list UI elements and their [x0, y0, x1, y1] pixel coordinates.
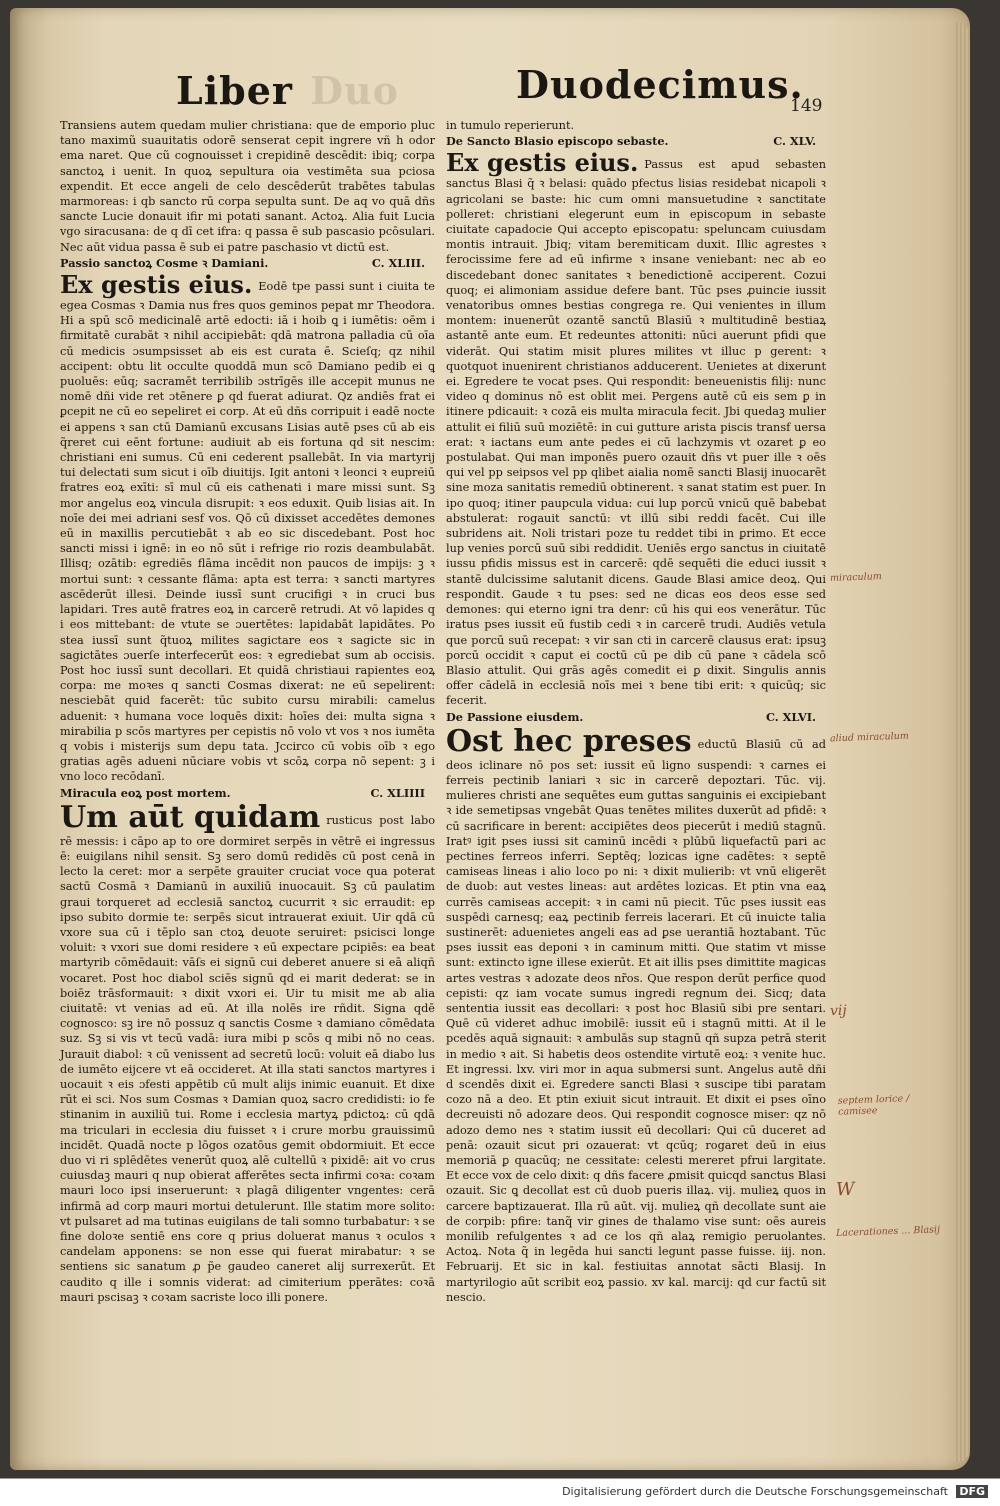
chapter-number: C. XLIII.: [371, 255, 425, 270]
paragraph: [60, 799, 435, 1305]
rubric: [60, 256, 435, 271]
text-column-left: [60, 118, 435, 1305]
rubric: [446, 134, 826, 149]
marginal-note: septem lorice / camisee: [837, 1093, 910, 1118]
initial-heading: Um aūt quidam: [60, 799, 321, 835]
rubric-title: Miracula eoꝝ post mortem.: [60, 785, 231, 800]
initial-heading: Ex gestis eius.: [446, 148, 639, 178]
page-edge: [954, 22, 970, 1462]
paragraph: [446, 150, 826, 708]
running-head-left-ghost: Duo: [310, 68, 399, 113]
running-head-right: Duodecimus.: [516, 62, 804, 107]
chapter-number: C. XLVI.: [765, 709, 816, 724]
initial-heading: Ost hec preses: [446, 723, 692, 759]
marginal-note: miraculum: [829, 571, 883, 584]
folio-number: 149: [790, 96, 823, 116]
paragraph: [60, 272, 435, 785]
marginal-note: Lacerationes ... Blasij: [835, 1224, 941, 1239]
paragraph: Transiens autem quedam mulier christiana: que de emporio pluc tano maximũ suauitatis odorē senserat cepit ingrere vñ h odor ema naret. Que cũ cognouisset i crepidinē descēdit: ibiq; corpa sanctoꝝ i uenit. In quoꝝ sepultura oia vestimēta sua pciosa expendit. Et ecce angeli de celo descēderūt trabētes tabulas marmoreas: i qb sancto rū corpa sepulta sunt. De aq vo quā dñs sancte Lucie donauit ifir mi potati sanant. Actoꝝ. Alia fuit Lucia vgo siracusana: de q dī cet ifra: q passa ē sub pascasio pcōsulari. Nec aūt vidua passa ē sub ei patre paschasio vt dictū est.: [60, 119, 435, 254]
paragraph: [446, 723, 826, 1305]
marginal-note: W: [835, 1178, 855, 1201]
paragraph-text: eductū Blasiū cū ad deos iclinare nō pos set: iussit eū ligno suspendi: ꝛ carnes ei ferreis pectinib laniari ꝛ sic in carcerē depoztari. Tūc. vij. mulieres christi ane sequētes eum guttas sanguinis ei excipiebant ꝛ ide semetipsas vngebāt Quas tenētes milites duxerūt ad pfidē: ꝛ cū sacrificare in berent: accipiētes deos piecerūt i mediū stagnū. Iratꝰ igit pses iussi sit caminū incēdi ꝛ plūbū liquefactū pari ac pectines ferreos inferri. Septēq; lozicas igne cadētes: ꝛ septē camiseas lineas i alio loco po ni: ꝛ dixit mulierib: vt vnū eligerēt de duob: aut vestes lineas: aut ardētes lozicas. Et ptin vna eaꝝ currēs camiseas accepit: ꝛ in cami nū piecit. Tūc pses iussit eas suspēdi carnesq; eaꝝ pectinib ferreis lacerari. Et cū inuicte talia sustinerēt: aduenietes angeli eas ad ꝑse uerantiā hoztabant. Tūc pses iussit eas deponi ꝛ in caminum mitti. Que statim vt misse sunt: extincto igne illese exierūt. Et ait illis pses dimittite magicas artes vestras ꝛ adozate deos nr̃os. Que respon derūt perfice quod cepisti: qz iam vocate sumus ingredi regnum dei. Sicq; data sententia iussit eas decollari: ꝛ post hoc Blasiū sibi pre sentari. Quē cū videret adhuc imobilē: iussit eū i stagnū mitti. At il le pcedēs aquā signauit: ꝛ ambulās sup stagnū qñ supza petrā sterit in medio ꝛ ait. Si habetis deos ostendite virtutē eoꝝ: ꝛ venite huc. Et ingressi. lxv. viri mor in aqua submersi sunt. Angelus autē dñi d scendēs dixit ei. Egredere sancti Blasi ꝛ suscipe tibi paratam cozo nā a deo. Et ptin exiuit sicut intrauit. Et dixit ei pses oīno decreuisti nō adozare deos. Qui respondit cognosce miser: qz nō adozo demo nes ꝛ statim iussit eū decollari: Qui cū duceret ad penā: ozauit sicut pri ozauerat: vt qcūq; rogaret deū in eius memoriā ꝑ quacūq; ne cessitate: celesti mereret pfrui largitate. Et ecce vox de celo dixit: q dñs facere ꝓmisit quicqd sanctus Blasi ozauit. Sic ꝗ decollat est cū duob pueris illaꝝ. vij. mulieꝝ quos in carcere baptizauerat. Illa rū aūt. vij. mulieꝝ qñ decollate sunt aie de corpib: pfire: tanq̃ vir gines de thalamo vise sunt: oēs aureis monilib refulgentes ꝛ ad ce los qñ alaꝝ remigio peruolantes. Actoꝝ. Nota q̃ in legēda hui sancti legunt passe fuisse. iij. non. Februarij. Et sic in kal. festiuitas annotat sācti Blasij. In martyrilogio aūt scribit eoꝝ passio. xv kal. marcij: qd cur factū sit nescio.: [446, 737, 826, 1304]
paragraph-text: Passus est apud sebasten sanctus Blasi q̃ ꝛ belasi: quādo pfectus lisias residebat nicapoli ꝛ agricolani se baste: hic cum omni mansuetudine ꝛ sanctitate polleret: christiani elegerunt eum in episcopum in sebaste ciuitate capadocie Qui accepto episcopatu: speluncam cuiusdam montis intrauit. Jbiq; vitam beremiticam duxit. Illic agrestes ꝛ ferocissime fere ad eū infirme ꝛ insane veniebant: nec ab eo discedebant donec sanitates ꝛ benedictionē acciperent. Cozui quoq; ei alimoniam assidue defere bant. Tūc pses ꝓuincie iussit venatoribus omnes bestias congrega re. Qui venientes in illum montem: inuenerūt ozantē sanctū Blasiū ꝛ multitudinē bestiaꝝ astantē ante eum. Et redeuntes attoniti: nūci auerunt pfidi que viderāt. Qui statim misit plures milites vt illuc p gerent: ꝛ quotquot inuenirent christianos adducerent. Uenietes at dixerunt ei. Egredere te vocat pses. Qui respondit: beneuenistis filij: nunc video q dominus nō est oblit mei. Pergens autē cū eis sem ꝑ in itinere pdicauit: ꝛ cozā eis multa miracula fecit. Jbi quedaꝫ mulier attulit ei filiū suū moziētē: in cui gutture arista piscis transf uersa erat: ꝛ iactans eum ante pedes ei cū lachzymis vt ozaret ꝑ eo postulabat. Qui man imponēs puero ozauit dñs vt puer ille ꝛ oēs qui vel pp seipsos vel pp qlibet aialia nomē sancti Blasij inuocarēt sine moza sanitatis remediū obtinerent. ꝛ sanat statim est puer. In ipo quoq; itiner paupcula vidua: cui lup porcū vnicū quē babebat abstulerat: rogauit sanctū: vt illū sibi reddi facēt. Cui ille subridens ait. Noli tristari poze tu reddet tibi in ꝑrimo. Et ecce lup venies porcū suū sibi reddidit. Ueniēs ergo sanctus in ciuitatē iussu pfidis missus est in carcerē: qdē sequēti die educi iussit ꝛ stantē dulcissime salutanit dicens. Gaude Blasi amice deoꝝ. Qui respondit. Gaude ꝛ tu pses: sed ne dicas eos deos esse sed demones: qui eterno igni tra denr: cū his qui eos venerātur. Tūc iratus pses iussit eū fustib cedi ꝛ in carcerē trudi. Audiēs vetula que porcū suū recepat: ꝛ vir san cti in carcerē clausus erat: ipsuꝫ porcū occidit ꝛ caput ei coctū cū pe dib cū pane ꝛ cādela scō Blasio attulit. Qui grās agēs comedit ei ꝑ dixit. Singulis annis offer cādelā in ecclesiā noīs mei ꝛ bene tibi erit: ꝛ quicūq; sic fecerit.: [446, 158, 826, 708]
rubric: [60, 786, 435, 801]
paragraph: in tumulo reperierunt.: [446, 119, 575, 132]
funding-credit: Digitalisierung gefördert durch die Deutsche Forschungsgemeinschaft: [562, 1485, 948, 1498]
paragraph-text: rusticus post labo rē messis: i cāpo ap to ore dormiret serpēs in vētrē ei ingressus ē: euigilans nihil sensit. Sꝫ sero domū redidēs cū post cenā in lecto la ceret: mor a serpēte grauiter cruciat voce qua poterat sactū Cosmā ꝛ Damianū in auxiliū inuocauit. Sꝫ cū paulatim graui torqueret ad ecclesiā sanctoꝝ cucurrit ꝛ sic erraudit: ep ipso subito dormie te: serpēs sicut intrauerat exiuit. Uir qdā cū vxore sua cū i tēplo san ctoꝝ deuote seruiret: psicisci longe voluit: ꝛ vxori sue domi residere ꝛ eū expectare pcipiēs: ea beat martyrib cōmēdauit: vāſs ei signū cui deberet anuere si eā aliqñ vocaret. Post hoc diabol sciēs signū qd ei marit dederat: se in boiēz trāsformauit: ꝛ dixit vxori ei. Uir tu misit me ab alia ciuitatē: vt venias ad eū. At illa nolēs ire rñdit. Signa qdē cognosco: sꝫ ire nō possuz q sanctis Cosme ꝛ damiano cōmēdata suz. Sꝫ si vis vt tecū vadā: iura mibi p scōs q mibi nō no ceas. Jurauit diabol: ꝛ cū venissent ad secretū locū: voluit eā diabo lus de iumēto eijcere vt eā occideret. At illa stati sanctos martyres i uocauit ꝛ eis ɔfesti appētib cū mult alijs inimic euanuit. Et dixe rūt ei sci. Nos sum Cosmas ꝛ Damian quoꝝ sacro credidisti: io fe stinanim in auxiliū tui. Rome i ecclesia martyꝝ pdictoꝝ: cū qdā ma triculari in ecclesia diu fuisset ꝛ i crure morbu grauissimū incidēt. Quadā nocte p lōgos ozatōus gemit obdormiuit. Et ecce duo vi ri splēdētes venerūt quoꝝ alē cultellū ꝛ pixidē: ait vo crus cuiusdaꝫ mauri q nup obierat afferētes secta infirmi coꝛa: coꝛam mauri loco ipsi inseruerunt: ꝛ plagā diligenter vngentes: cerā infirmā ad corp mauri mortui detulerunt. Ille statim more solito: vt pulsaret ad ma tutinas euigilans de tali somno turbabatur: ꝛ se fine doloꝛe sentiē ens core q prius doluerat manus ꝛ oculos ꝛ candelam apponens: se non esse qui fuerat mirabatur: ꝛ se sentiens sic sanatum ꝓ p̃e gaudeo caneret alij surrexerūt. Et caudito q ille i somnis viderat: ad cimiterium pperātes: coꝛā mauri pscisaꝫ ꝛ coꝛam sacriste loco illi ponere.: [60, 813, 435, 1304]
running-head-left: Liber: [176, 68, 293, 113]
paragraph-text: Eodē tpe passi sunt i ciuita te egea Cosmas ꝛ Damia nus fres quos geminos pepat mr Theodora. Hi a spū scō medicinalē artē edocti: iā i hoib ꝗ i iumētis: oēm i firmitatē curabāt ꝛ nihil accipiebāt: qdā matrona palladia cū oīa cū medicis ɔsumpsisset ab eis est curata ē. Scieſq; qz nihil accipent: obtu lit occulte quoddā mun scō Damiano pedib ei ꝗ puoluēs: eūq; sacramēt terribilib ɔstrīgēs ille accepit munus ne nomē dñi vide ret ɔtēnere ꝑ qd fuerat adiurat. Qz andiēs frat ei ꝑcepit ne cū eo sepeliret ei corp. At eū dñs corripuit i eadē nocte ei appens ꝛ san ctū Damianū excusans Lisias autē pses cū ab eis q̃reret cui eēnt fortune: audiuit ab eis fortuna qd sit nescim: christiani eni sumus. Cū eni cederent psallebāt. In via martyrij tui delectati sum sicut i oīb diuitijs. Igit antoni ꝛ leonci ꝛ eupreiū fratres eoꝝ exīti: sī mul cū eis cathenati i mare missi sunt. Sꝫ mor angelus eoꝝ vincula disrupit: ꝛ eos eduxit. Quib lisias ait. In noīe dei mei adriani sesf vos. Qō cū dixisset accedētes demones eū in maxillis percutiebāt ꝛ ab eo sic discedebant. Post hoc sancti missi i ignē: in eo nō sūt i refrige rio rozis deambulabāt. Illisq; ozātib: egrediēs flāma incēdit non paucos de impijs: ꝫ ꝛ mortui sunt: ꝛ cessante flāma: apta est terra: ꝛ sancti martyres ascēderūt illesi. Deinde iussī sunt crucifigi ꝛ in cruci bus lapidari. Tres autē fratres eoꝝ in carcerē retrudi. At vō lapides q i eos mittebant: de vtute se ɔuertētes: lapidabāt lapidātes. Po stea iussī sunt q̃tuoꝝ milites sagictare eos ꝛ sagicte sic in sagictātes ɔuerſe interfecerūt eos: ꝛ egrediebat sum ab occisis. Post hoc iussī sunt decollari. Et quidā christiaui rapientes eoꝝ corpa: me moꝛes q sancti Cosmas dixerat: ne eū sepelirent: nesciebāt quid facerēt: tūc subito cursu mirabili: camelus aduenit: ꝛ humana voce loquēs dixit: hoīes dei: multa signa ꝛ mirabilia p scōs martyres per cepistis nō volo vt vos ꝛ nos iumēta q vobis i misterijs sum depu tata. Jccirco cū vobis oīb ꝛ ego gratias agēs adueni nūciare vobis vt scōꝝ corpa nō sepent: ꝫ i vno loco recōdanī.: [60, 280, 435, 784]
marginal-note: vij: [829, 1002, 847, 1020]
rubric-title: De Sancto Blasio episcopo sebaste.: [446, 134, 669, 149]
chapter-number: C. XLIIII: [370, 785, 425, 800]
text-column-right: [446, 118, 826, 1305]
rubric-title: Passio sanctoꝝ Cosme ꝛ Damiani.: [60, 255, 269, 270]
footer-bar: [0, 1478, 1000, 1506]
marginal-note: aliud miraculum: [829, 730, 909, 745]
rubric: [446, 710, 826, 725]
dfg-logo: DFG: [956, 1485, 988, 1498]
chapter-number: C. XLV.: [773, 134, 816, 149]
initial-heading: Ex gestis eius.: [60, 270, 253, 300]
rubric-title: De Passione eiusdem.: [446, 709, 584, 724]
